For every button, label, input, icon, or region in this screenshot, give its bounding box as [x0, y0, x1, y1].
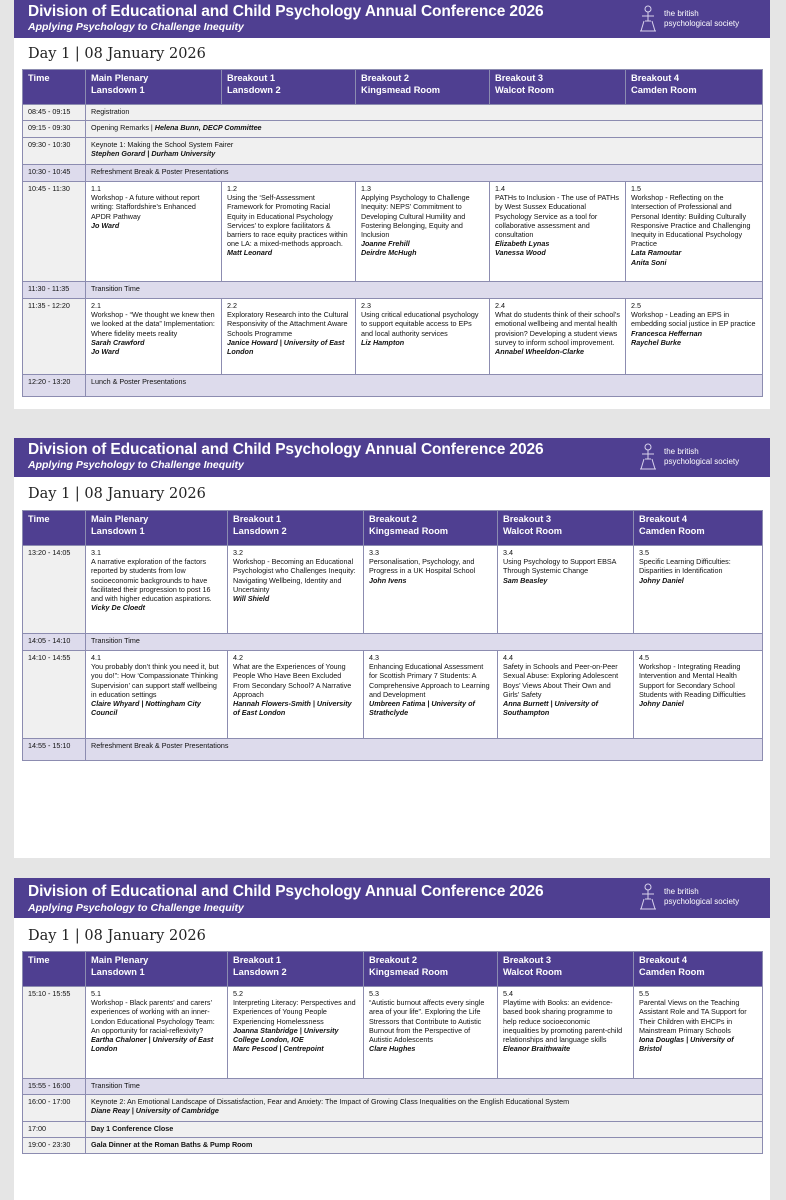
time-cell: 15:10 - 15:55: [23, 987, 86, 1079]
bps-seated-figure-icon: [636, 881, 660, 913]
session-cell: 4.2 What are the Experiences of Young People Who Have Been Excluded From Secondary School? A Narrative Approach Hannah Flowers-Smith | University of East London: [228, 651, 364, 739]
page-header: [14, 0, 770, 38]
table-row: [23, 299, 763, 375]
table-header-row: [23, 511, 763, 546]
event-cell: Refreshment Break & Poster Presentations: [86, 165, 763, 182]
header-breakout-3: Breakout 3 Walcot Room: [498, 511, 634, 546]
header-main-plenary: Main Plenary Lansdown 1: [86, 511, 228, 546]
session-cell: 5.5 Parental Views on the Teaching Assistant Role and TA Support for Their Children with EHCPs in Mainstream Primary Schools Iona Douglas | University of Bristol: [634, 987, 763, 1079]
session-cell: 5.1 Workshop - Black parents’ and carers’ experiences of working with an inner-London Educational Psychology Team: An opportunity for racial-reflexivity? Eartha Chaloner | University of East London: [86, 987, 228, 1079]
table-row: [23, 165, 763, 182]
logo-line-2: psychological society: [664, 897, 740, 906]
table-row: [23, 739, 763, 761]
page-header: [14, 438, 770, 477]
header-breakout-1: Breakout 1 Lansdown 2: [222, 70, 356, 105]
keynote-cell: Keynote 2: An Emotional Landscape of Dissatisfaction, Fear and Anxiety: The Impact of Growing Class Inequalities on the English Educational System Diane Reay | University of Cambridge: [86, 1095, 763, 1122]
header-breakout-2: Breakout 2 Kingsmead Room: [364, 511, 498, 546]
table-row: [23, 987, 763, 1079]
table-row: [23, 1095, 763, 1122]
conference-title: Division of Educational and Child Psychology Annual Conference 2026: [28, 3, 544, 20]
time-cell: 13:20 - 14:05: [23, 546, 86, 634]
table-row: [23, 634, 763, 651]
time-cell: 10:30 - 10:45: [23, 165, 86, 182]
table-row: [23, 1122, 763, 1138]
table-row: [23, 1138, 763, 1154]
event-cell: Transition Time: [86, 1079, 763, 1095]
keynote-cell: Keynote 1: Making the School System Fairer Stephen Gorard | Durham University: [86, 138, 763, 165]
time-cell: 09:30 - 10:30: [23, 138, 86, 165]
header-breakout-1: Breakout 1 Lansdown 2: [228, 952, 364, 987]
time-cell: 19:00 - 23:30: [23, 1138, 86, 1154]
conference-subtitle: Applying Psychology to Challenge Inequity: [28, 902, 244, 914]
time-cell: 14:05 - 14:10: [23, 634, 86, 651]
time-cell: 16:00 - 17:00: [23, 1095, 86, 1122]
session-cell: 3.2 Workshop - Becoming an Educational Psychologist who Challenges Inequity: Navigating Wellbeing, Identity and Uncertainty Will Shield: [228, 546, 364, 634]
session-cell: 3.4 Using Psychology to Support EBSA Through Systemic Change Sam Beasley: [498, 546, 634, 634]
header-breakout-4: Breakout 4 Camden Room: [634, 511, 763, 546]
table-row: [23, 105, 763, 121]
time-cell: 14:55 - 15:10: [23, 739, 86, 761]
time-cell: 08:45 - 09:15: [23, 105, 86, 121]
conference-subtitle: Applying Psychology to Challenge Inequity: [28, 459, 244, 471]
day-title: Day 1 | 08 January 2026: [28, 928, 206, 944]
session-cell: 4.4 Safety in Schools and Peer-on-Peer Sexual Abuse: Exploring Adolescent Boys’ Views About Their Own and Girls’ Safety Anna Burnett | University of Southampton: [498, 651, 634, 739]
time-cell: 17:00: [23, 1122, 86, 1138]
logo-line-1: the british: [664, 887, 699, 896]
table-row: [23, 121, 763, 138]
table-row: [23, 1079, 763, 1095]
event-cell: Lunch & Poster Presentations: [86, 375, 763, 397]
day-title: Day 1 | 08 January 2026: [28, 46, 206, 62]
event-cell: Day 1 Conference Close: [86, 1122, 763, 1138]
schedule-table: [22, 951, 763, 1154]
event-cell: Registration: [86, 105, 763, 121]
session-cell: 2.3 Using critical educational psychology to support equitable access to EPs and local authority services Liz Hampton: [356, 299, 490, 375]
session-cell: 3.5 Specific Learning Difficulties: Disparities in Identification Johny Daniel: [634, 546, 763, 634]
session-cell: 3.1 A narrative exploration of the factors reported by students from low socioeconomic backgrounds to have facilitated their progression to post 16 and with higher education aspirations. Vicky De Cloedt: [86, 546, 228, 634]
header-breakout-4: Breakout 4 Camden Room: [634, 952, 763, 987]
session-cell: 1.3 Applying Psychology to Challenge Inequity: NEPS’ Commitment to Developing Cultural Humility and Fostering Belonging, Equity and Inclusion Joanne Frehill Deirdre McHugh: [356, 182, 490, 282]
table-row: [23, 138, 763, 165]
session-cell: 2.5 Workshop - Leading an EPS in embedding social justice in EP practice Francesca Heffernan Raychel Burke: [626, 299, 763, 375]
session-cell: 2.2 Exploratory Research into the Cultural Responsivity of the Attachment Aware Schools Programme Janice Howard | University of East London: [222, 299, 356, 375]
schedule-page-2: [14, 438, 770, 858]
time-cell: 10:45 - 11:30: [23, 182, 86, 282]
conference-subtitle: Applying Psychology to Challenge Inequity: [28, 21, 244, 33]
bps-logo: [636, 881, 756, 913]
logo-line-2: psychological society: [664, 19, 740, 28]
header-breakout-4: Breakout 4 Camden Room: [626, 70, 763, 105]
time-cell: 11:35 - 12:20: [23, 299, 86, 375]
logo-line-1: the british: [664, 447, 699, 456]
header-breakout-1: Breakout 1 Lansdown 2: [228, 511, 364, 546]
conference-title: Division of Educational and Child Psychology Annual Conference 2026: [28, 441, 544, 458]
bps-seated-figure-icon: [636, 441, 660, 473]
event-cell: Refreshment Break & Poster Presentations: [86, 739, 763, 761]
event-cell: Transition Time: [86, 282, 763, 299]
bps-seated-figure-icon: [636, 3, 660, 35]
table-header-row: [23, 952, 763, 987]
header-breakout-3: Breakout 3 Walcot Room: [498, 952, 634, 987]
session-cell: 1.2 Using the ‘Self-Assessment Framework for Promoting Racial Equity in Educational Psychology Services’ to explore facilitators & barriers to race equity practices within one LA: a mixed-methods approach. Matt Leonard: [222, 182, 356, 282]
table-header-row: [23, 70, 763, 105]
logo-line-1: the british: [664, 9, 699, 18]
event-cell: Opening Remarks | Helena Bunn, DECP Committee: [86, 121, 763, 138]
header-main-plenary: Main Plenary Lansdown 1: [86, 952, 228, 987]
time-cell: 11:30 - 11:35: [23, 282, 86, 299]
header-main-plenary: Main Plenary Lansdown 1: [86, 70, 222, 105]
session-cell: 1.5 Workshop - Reflecting on the Intersection of Professional and Personal Identity: Building Culturally Responsive Practice and Challenging Inequity in Educational Psychology Practice Lata Ramoutar Anita Soni: [626, 182, 763, 282]
schedule-table: [22, 510, 763, 761]
header-time: Time: [23, 511, 86, 546]
session-cell: 5.3 “Autistic burnout affects every single area of your life”. Exploring the Life Stressors that Contribute to Autistic Burnout from the Perspective of Autistic Adolescents Clare Hughes: [364, 987, 498, 1079]
session-cell: 2.4 What do students think of their school’s emotional wellbeing and mental health provision? Developing a student views survey to inform school improvement. Annabel Wheeldon-Clarke: [490, 299, 626, 375]
session-cell: 4.3 Enhancing Educational Assessment for Scottish Primary 7 Students: A Comprehensive Approach to Learning and Development Umbreen Fatima | University of Strathclyde: [364, 651, 498, 739]
header-breakout-2: Breakout 2 Kingsmead Room: [356, 70, 490, 105]
session-cell: 4.5 Workshop - Integrating Reading Intervention and Mental Health Support for Secondary School Students with Reading Difficulties Johny Daniel: [634, 651, 763, 739]
session-cell: 5.4 Playtime with Books: an evidence-based book sharing programme to help reduce socioeconomic inequalities by promoting parent-child relationships and language skills Eleanor Braithwaite: [498, 987, 634, 1079]
session-cell: 5.2 Interpreting Literacy: Perspectives and Experiences of Young People Experiencing Homelessness Joanna Stanbridge | University College London, IOE Marc Pescod | Centrepoint: [228, 987, 364, 1079]
logo-line-2: psychological society: [664, 457, 740, 466]
table-row: [23, 651, 763, 739]
table-row: [23, 182, 763, 282]
event-cell: Transition Time: [86, 634, 763, 651]
schedule-page-1: [14, 0, 770, 409]
schedule-table: [22, 69, 763, 397]
time-cell: 09:15 - 09:30: [23, 121, 86, 138]
table-row: [23, 282, 763, 299]
conference-title: Division of Educational and Child Psychology Annual Conference 2026: [28, 883, 544, 900]
header-time: Time: [23, 952, 86, 987]
session-cell: 3.3 Personalisation, Psychology, and Progress in a UK Hospital School John Ivens: [364, 546, 498, 634]
bps-logo: [636, 3, 756, 35]
table-row: [23, 375, 763, 397]
page-header: [14, 878, 770, 918]
header-time: Time: [23, 70, 86, 105]
header-breakout-3: Breakout 3 Walcot Room: [490, 70, 626, 105]
time-cell: 14:10 - 14:55: [23, 651, 86, 739]
session-cell: 1.1 Workshop - A future without report writing: Staffordshire’s Enhanced APDR Pathway Jo Ward: [86, 182, 222, 282]
time-cell: 12:20 - 13:20: [23, 375, 86, 397]
session-cell: 1.4 PATHs to Inclusion - The use of PATHs by West Sussex Educational Psychology Service as a tool for collaborative assessment and consultation Elizabeth Lynas Vanessa Wood: [490, 182, 626, 282]
table-row: [23, 546, 763, 634]
time-cell: 15:55 - 16:00: [23, 1079, 86, 1095]
event-cell: Gala Dinner at the Roman Baths & Pump Room: [86, 1138, 763, 1154]
session-cell: 4.1 You probably don’t think you need it, but you do!”: How ‘Compassionate Thinking Supervision’ can support staff wellbeing in education settings Claire Whyard | Nottingham City Council: [86, 651, 228, 739]
header-breakout-2: Breakout 2 Kingsmead Room: [364, 952, 498, 987]
bps-logo: [636, 441, 756, 473]
session-cell: 2.1 Workshop - “We thought we knew then we looked at the data” Implementation: Where fidelity meets reality Sarah Crawford Jo Ward: [86, 299, 222, 375]
schedule-page-3: [14, 878, 770, 1200]
day-title: Day 1 | 08 January 2026: [28, 486, 206, 502]
